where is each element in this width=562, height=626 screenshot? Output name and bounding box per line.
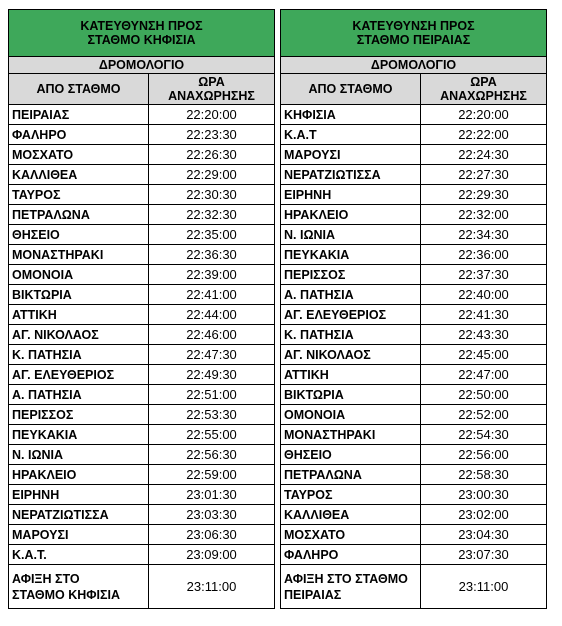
arrival-label-line2: ΠΕΙΡΑΙΑΣ [284, 587, 342, 602]
station-name: ΜΑΡΟΥΣΙ [9, 525, 149, 545]
departure-time: 22:41:30 [421, 305, 547, 325]
table-row [281, 545, 547, 565]
table-row [9, 525, 275, 545]
table-row [9, 405, 275, 425]
station-name: ΤΑΥΡΟΣ [9, 185, 149, 205]
table-row [281, 245, 547, 265]
table-row [9, 465, 275, 485]
station-name: ΦΑΛΗΡΟ [9, 125, 149, 145]
departure-time: 23:02:00 [421, 505, 547, 525]
direction-title-line2: ΣΤΑΘΜΟ ΠΕΙΡΑΙΑΣ [356, 33, 471, 47]
departure-time: 22:30:30 [149, 185, 275, 205]
direction-title [281, 10, 547, 57]
table-row [281, 305, 547, 325]
departure-time: 22:49:30 [149, 365, 275, 385]
table-row [9, 205, 275, 225]
station-name: Ν. ΙΩΝΙΑ [281, 225, 421, 245]
departure-time: 22:35:00 [149, 225, 275, 245]
departure-time: 23:00:30 [421, 485, 547, 505]
station-name: ΟΜΟΝΟΙΑ [281, 405, 421, 425]
departure-time: 22:20:00 [421, 105, 547, 125]
departure-time: 22:58:30 [421, 465, 547, 485]
table-row [281, 345, 547, 365]
station-name: ΟΜΟΝΟΙΑ [9, 265, 149, 285]
departure-time: 22:44:00 [149, 305, 275, 325]
table-row [9, 245, 275, 265]
table-row [281, 365, 547, 385]
column-header-time [149, 74, 275, 105]
table-row [281, 485, 547, 505]
table-row [281, 525, 547, 545]
departure-time: 22:47:00 [421, 365, 547, 385]
departure-time: 23:09:00 [149, 545, 275, 565]
table-row [9, 285, 275, 305]
table-row [281, 265, 547, 285]
station-name: ΕΙΡΗΝΗ [281, 185, 421, 205]
departure-time: 22:53:30 [149, 405, 275, 425]
table-row [281, 325, 547, 345]
station-name: ΕΙΡΗΝΗ [9, 485, 149, 505]
route-label: ΔΡΟΜΟΛΟΓΙΟ [281, 57, 547, 74]
departure-time: 22:47:30 [149, 345, 275, 365]
table-row [9, 225, 275, 245]
table-row [9, 505, 275, 525]
station-name: ΝΕΡΑΤΖΙΩΤΙΣΣΑ [281, 165, 421, 185]
departure-time: 23:01:30 [149, 485, 275, 505]
column-header-time-line1: ΩΡΑ [470, 75, 497, 89]
column-header-time-line1: ΩΡΑ [198, 75, 225, 89]
departure-time: 22:59:00 [149, 465, 275, 485]
station-name: ΑΤΤΙΚΗ [281, 365, 421, 385]
station-name: ΗΡΑΚΛΕΙΟ [9, 465, 149, 485]
table-row [9, 105, 275, 125]
station-name: ΑΓ. ΝΙΚΟΛΑΟΣ [9, 325, 149, 345]
station-name: ΑΤΤΙΚΗ [9, 305, 149, 325]
direction-title [9, 10, 275, 57]
station-name: ΠΕΙΡΑΙΑΣ [9, 105, 149, 125]
schedule-table-to-peiraias [280, 9, 547, 609]
departure-time: 22:43:30 [421, 325, 547, 345]
departure-time: 22:50:00 [421, 385, 547, 405]
arrival-row [281, 565, 547, 609]
departure-time: 22:27:30 [421, 165, 547, 185]
station-name: Κ.Α.Τ. [9, 545, 149, 565]
direction-title-line1: ΚΑΤΕΥΘΥΝΣΗ ΠΡΟΣ [80, 19, 203, 33]
table-row [281, 205, 547, 225]
departure-time: 22:32:00 [421, 205, 547, 225]
column-header-station: ΑΠΟ ΣΤΑΘΜΟ [9, 74, 149, 105]
arrival-label-line1: ΑΦΙΞΗ ΣΤΟ [12, 571, 80, 586]
table-row [9, 345, 275, 365]
departure-time: 23:04:30 [421, 525, 547, 545]
table-row [281, 145, 547, 165]
table-row [9, 125, 275, 145]
table-row [281, 285, 547, 305]
table-row [281, 445, 547, 465]
table-row [9, 425, 275, 445]
column-header-time [421, 74, 547, 105]
table-row [9, 185, 275, 205]
arrival-time: 23:11:00 [421, 565, 547, 609]
departure-time: 22:40:00 [421, 285, 547, 305]
station-name: ΜΟΣΧΑΤΟ [281, 525, 421, 545]
table-row [9, 385, 275, 405]
table-row [281, 405, 547, 425]
station-name: ΚΑΛΛΙΘΕΑ [281, 505, 421, 525]
table-row [281, 225, 547, 245]
departure-time: 22:20:00 [149, 105, 275, 125]
station-name: ΠΕΥΚΑΚΙΑ [9, 425, 149, 445]
arrival-label-line1: ΑΦΙΞΗ ΣΤΟ ΣΤΑΘΜΟ [284, 571, 408, 586]
departure-time: 23:06:30 [149, 525, 275, 545]
table-row [281, 425, 547, 445]
departure-time: 22:51:00 [149, 385, 275, 405]
station-name: ΜΟΝΑΣΤΗΡΑΚΙ [281, 425, 421, 445]
station-name: Κ. ΠΑΤΗΣΙΑ [281, 325, 421, 345]
table-row [281, 125, 547, 145]
arrival-label [9, 565, 149, 609]
station-name: ΜΟΝΑΣΤΗΡΑΚΙ [9, 245, 149, 265]
column-header-station: ΑΠΟ ΣΤΑΘΜΟ [281, 74, 421, 105]
departure-time: 22:37:30 [421, 265, 547, 285]
station-name: ΠΕΡΙΣΣΟΣ [281, 265, 421, 285]
station-name: ΦΑΛΗΡΟ [281, 545, 421, 565]
station-name: ΠΕΥΚΑΚΙΑ [281, 245, 421, 265]
station-name: ΘΗΣΕΙΟ [281, 445, 421, 465]
departure-time: 22:24:30 [421, 145, 547, 165]
station-name: Ν. ΙΩΝΙΑ [9, 445, 149, 465]
station-name: Α. ΠΑΤΗΣΙΑ [281, 285, 421, 305]
station-name: ΚΑΛΛΙΘΕΑ [9, 165, 149, 185]
table-row [9, 145, 275, 165]
station-name: ΠΕΡΙΣΣΟΣ [9, 405, 149, 425]
departure-time: 22:56:00 [421, 445, 547, 465]
departure-time: 22:55:00 [149, 425, 275, 445]
station-name: Α. ΠΑΤΗΣΙΑ [9, 385, 149, 405]
departure-time: 22:36:00 [421, 245, 547, 265]
schedule-rows [281, 105, 547, 565]
direction-title-line2: ΣΤΑΘΜΟ ΚΗΦΙΣΙΑ [87, 33, 196, 47]
table-row [281, 385, 547, 405]
station-name: ΠΕΤΡΑΛΩΝΑ [9, 205, 149, 225]
departure-time: 22:32:30 [149, 205, 275, 225]
departure-time: 22:46:00 [149, 325, 275, 345]
table-row [9, 545, 275, 565]
station-name: ΤΑΥΡΟΣ [281, 485, 421, 505]
table-row [281, 505, 547, 525]
departure-time: 22:56:30 [149, 445, 275, 465]
route-label: ΔΡΟΜΟΛΟΓΙΟ [9, 57, 275, 74]
arrival-row [9, 565, 275, 609]
departure-time: 22:26:30 [149, 145, 275, 165]
station-name: ΒΙΚΤΩΡΙΑ [9, 285, 149, 305]
station-name: ΒΙΚΤΩΡΙΑ [281, 385, 421, 405]
station-name: ΑΓ. ΝΙΚΟΛΑΟΣ [281, 345, 421, 365]
arrival-label [281, 565, 421, 609]
departure-time: 22:29:00 [149, 165, 275, 185]
station-name: ΑΓ. ΕΛΕΥΘΕΡΙΟΣ [281, 305, 421, 325]
departure-time: 22:39:00 [149, 265, 275, 285]
departure-time: 22:36:30 [149, 245, 275, 265]
table-row [9, 445, 275, 465]
table-row [9, 165, 275, 185]
table-row [281, 185, 547, 205]
departure-time: 23:03:30 [149, 505, 275, 525]
departure-time: 22:54:30 [421, 425, 547, 445]
direction-title-line1: ΚΑΤΕΥΘΥΝΣΗ ΠΡΟΣ [352, 19, 475, 33]
departure-time: 22:45:00 [421, 345, 547, 365]
schedule-table-to-kifisia [8, 9, 275, 609]
column-header-time-line2: ΑΝΑΧΩΡΗΣΗΣ [168, 89, 255, 103]
table-row [281, 465, 547, 485]
arrival-label-line2: ΣΤΑΘΜΟ ΚΗΦΙΣΙΑ [12, 587, 121, 602]
station-name: Κ.Α.Τ [281, 125, 421, 145]
departure-time: 22:29:30 [421, 185, 547, 205]
departure-time: 22:23:30 [149, 125, 275, 145]
departure-time: 22:52:00 [421, 405, 547, 425]
arrival-time: 23:11:00 [149, 565, 275, 609]
table-row [9, 265, 275, 285]
station-name: ΗΡΑΚΛΕΙΟ [281, 205, 421, 225]
station-name: Κ. ΠΑΤΗΣΙΑ [9, 345, 149, 365]
table-row [281, 105, 547, 125]
station-name: ΠΕΤΡΑΛΩΝΑ [281, 465, 421, 485]
departure-time: 22:34:30 [421, 225, 547, 245]
departure-time: 23:07:30 [421, 545, 547, 565]
station-name: ΘΗΣΕΙΟ [9, 225, 149, 245]
column-header-time-line2: ΑΝΑΧΩΡΗΣΗΣ [440, 89, 527, 103]
schedule-rows [9, 105, 275, 565]
table-row [9, 305, 275, 325]
station-name: ΚΗΦΙΣΙΑ [281, 105, 421, 125]
table-row [9, 365, 275, 385]
station-name: ΝΕΡΑΤΖΙΩΤΙΣΣΑ [9, 505, 149, 525]
station-name: ΜΟΣΧΑΤΟ [9, 145, 149, 165]
station-name: ΜΑΡΟΥΣΙ [281, 145, 421, 165]
station-name: ΑΓ. ΕΛΕΥΘΕΡΙΟΣ [9, 365, 149, 385]
table-row [9, 485, 275, 505]
table-row [9, 325, 275, 345]
departure-time: 22:22:00 [421, 125, 547, 145]
table-row [281, 165, 547, 185]
departure-time: 22:41:00 [149, 285, 275, 305]
